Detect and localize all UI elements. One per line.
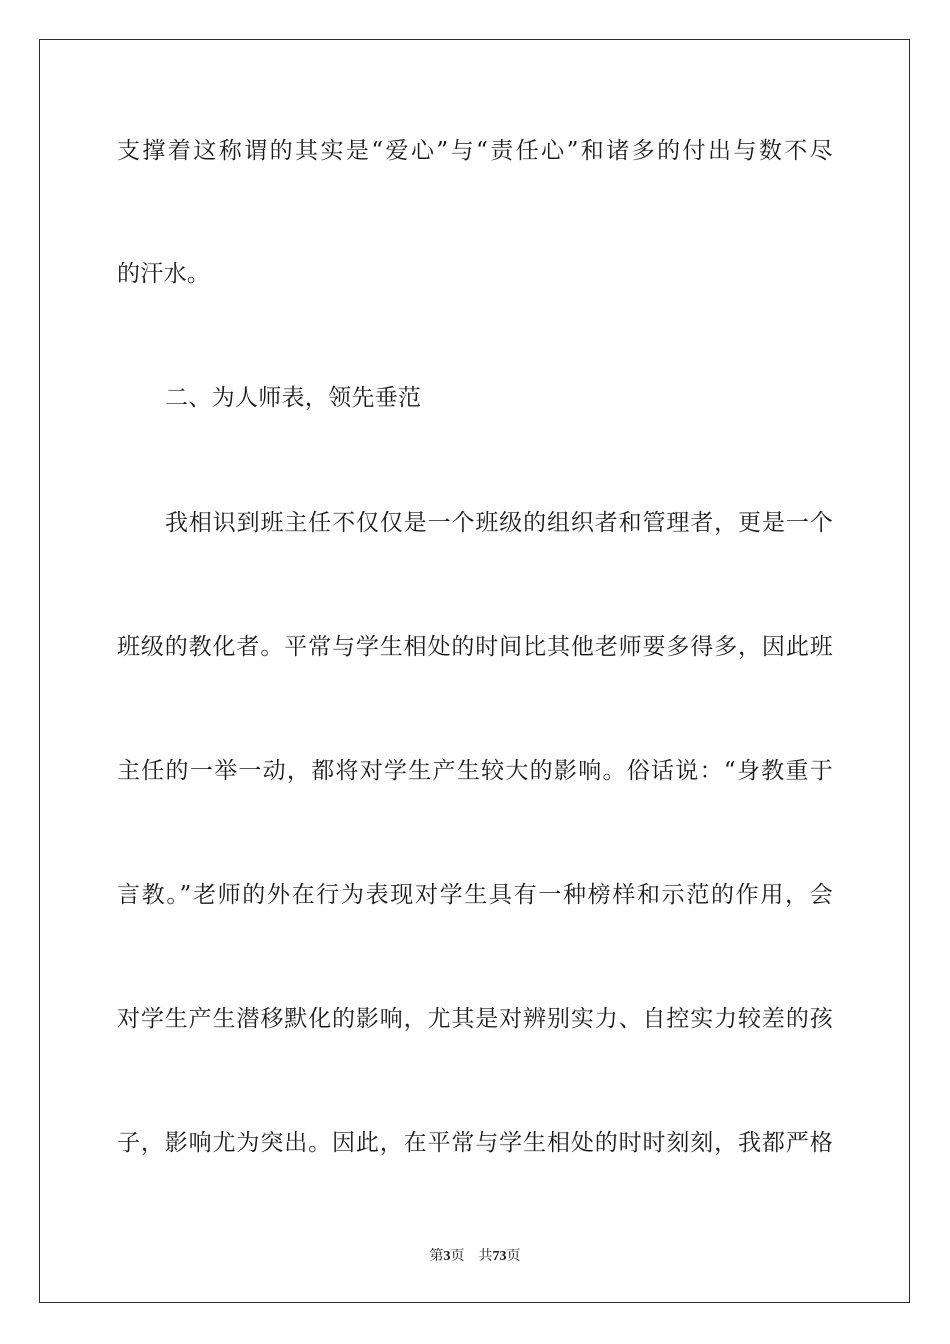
total-page-count: 73 bbox=[492, 1249, 507, 1264]
page-suffix: 页 bbox=[450, 1248, 465, 1264]
page-prefix: 第 bbox=[429, 1248, 444, 1264]
paragraph-line: 我相识到班主任不仅仅是一个班级的组织者和管理者，更是一个 bbox=[165, 510, 833, 536]
paragraph-line: 的汗水。 bbox=[117, 261, 211, 287]
total-prefix: 共 bbox=[478, 1248, 493, 1264]
page-footer bbox=[0, 1247, 950, 1266]
paragraph-line: 子，影响尤为突出。因此，在平常与学生相处的时时刻刻，我都严格 bbox=[117, 1130, 833, 1156]
paragraph-line: 支撑着这称谓的其实是“爱心”与“责任心”和诸多的付出与数不尽 bbox=[117, 138, 833, 164]
section-heading: 二、为人师表，领先垂范 bbox=[165, 385, 422, 411]
paragraph-line: 对学生产生潜移默化的影响，尤其是对辨别实力、自控实力较差的孩 bbox=[117, 1006, 833, 1032]
paragraph-line: 言教。”老师的外在行为表现对学生具有一种榜样和示范的作用，会 bbox=[117, 882, 833, 908]
current-page-number: 3 bbox=[443, 1249, 451, 1264]
paragraph-line: 班级的教化者。平常与学生相处的时间比其他老师要多得多，因此班 bbox=[117, 634, 833, 660]
paragraph-line: 主任的一举一动，都将对学生产生较大的影响。俗话说：“身教重于 bbox=[117, 758, 833, 784]
total-suffix: 页 bbox=[506, 1248, 521, 1264]
page-frame bbox=[39, 39, 910, 1303]
